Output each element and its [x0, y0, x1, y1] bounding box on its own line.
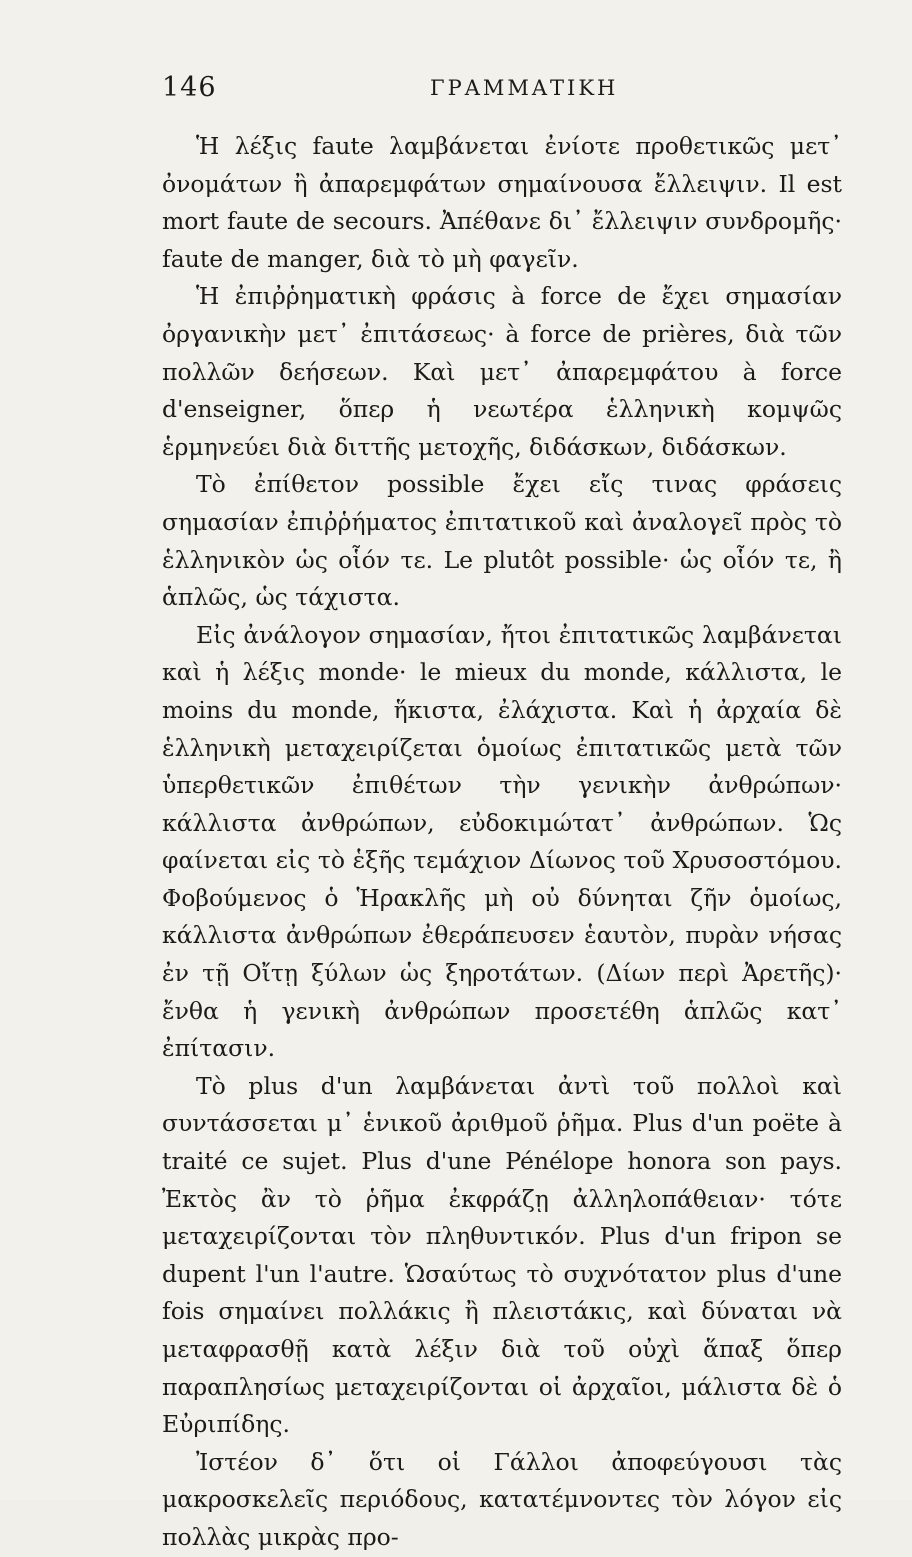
paragraph-periodes: Ἰστέον δ᾽ ὅτι οἱ Γάλλοι ἀποφεύγουσι τὰς μακροσκελεῖς περιόδους, κατατέμνοντες τὸν λόγον εἰς πολλὰς μικρὰς προ-: [162, 1447, 842, 1551]
page-number: 146: [162, 72, 217, 103]
running-title: ΓΡΑΜΜΑΤΙΚΗ: [430, 76, 619, 100]
paragraph-a-force-de: Ἡ ἐπιῤῥηματικὴ φράσις à force de ἔχει σημασίαν ὀργανικὴν μετ᾽ ἐπιτάσεως· à force de prières, διὰ τῶν πολλῶν δεήσεων. Καὶ μετ᾽ ἀπαρεμφάτου à force d'enseigner, ὅπερ ἡ νεωτέρα ἑλληνικὴ κομψῶς ἑρμηνεύει διὰ διττῆς μετοχῆς, διδάσκων, διδάσκων.: [162, 282, 842, 461]
page-body: [162, 128, 842, 1557]
paragraph-monde: Εἰς ἀνάλογον σημασίαν, ἤτοι ἐπιτατικῶς λαμβάνεται καὶ ἡ λέξις monde· le mieux du monde, κάλλιστα, le moins du monde, ἥκιστα, ἐλάχιστα. Καὶ ἡ ἀρχαία δὲ ἑλληνικὴ μεταχειρίζεται ὁμοίως ἐπιτατικῶς μετὰ τῶν ὑπερθετικῶν ἐπιθέτων τὴν γενικὴν ἀνθρώπων· κάλλιστα ἀνθρώπων, εὐδοκιμώτατ᾽ ἀνθρώπων. Ὡς φαίνεται εἰς τὸ ἑξῆς τεμάχιον Δίωνος τοῦ Χρυσοστόμου. Φοβούμενος ὁ Ἡρακλῆς μὴ οὐ δύνηται ζῆν ὁμοίως, κάλλιστα ἀνθρώπων ἐθεράπευσεν ἑαυτὸν, πυρὰν νήσας ἐν τῇ Οἴτῃ ξύλων ὡς ξηροτάτων. (Δίων περὶ Ἀρετῆς)· ἔνθα ἡ γενικὴ ἀνθρώπων προσετέθη ἁπλῶς κατ᾽ ἐπίτασιν.: [162, 620, 842, 1063]
paragraph-faute: Ἡ λέξις faute λαμβάνεται ἐνίοτε προθετικῶς μετ᾽ ὀνομάτων ἢ ἀπαρεμφάτων σημαίνουσα ἔλλειψιν. Il est mort faute de secours. Ἀπέθανε δι᾽ ἔλλειψιν συνδρομῆς· faute de manger, διὰ τὸ μὴ φαγεῖν.: [162, 132, 842, 273]
paragraph-possible: Τὸ ἐπίθετον possible ἔχει εἴς τινας φράσεις σημασίαν ἐπιῤῥήματος ἐπιτατικοῦ καὶ ἀναλογεῖ πρὸς τὸ ἑλληνικὸν ὡς οἷόν τε. Le plutôt possible· ὡς οἷόν τε, ἢ ἁπλῶς, ὡς τάχιστα.: [162, 470, 842, 612]
page-header: [162, 72, 842, 112]
paragraph-plus-d-un: Τὸ plus d'un λαμβάνεται ἀντὶ τοῦ πολλοὶ καὶ συντάσσεται μ᾽ ἑνικοῦ ἀριθμοῦ ῥῆμα. Plus d'un poëte à traité ce sujet. Plus d'une Pénélope honora son pays. Ἐκτὸς ἂν τὸ ῥῆμα ἐκφράζῃ ἀλληλοπάθειαν· τότε μεταχειρίζονται τὸν πληθυντικόν. Plus d'un fripon se dupent l'un l'autre. Ὡσαύτως τὸ συχνότατον plus d'une fois σημαίνει πολλάκις ἢ πλειστάκις, καὶ δύναται νὰ μεταφρασθῇ κατὰ λέξιν διὰ τοῦ οὐχὶ ἅπαξ ὅπερ παραπλησίως μεταχειρίζονται οἱ ἀρχαῖοι, μάλιστα δὲ ὁ Εὐριπίδης.: [162, 1071, 842, 1439]
